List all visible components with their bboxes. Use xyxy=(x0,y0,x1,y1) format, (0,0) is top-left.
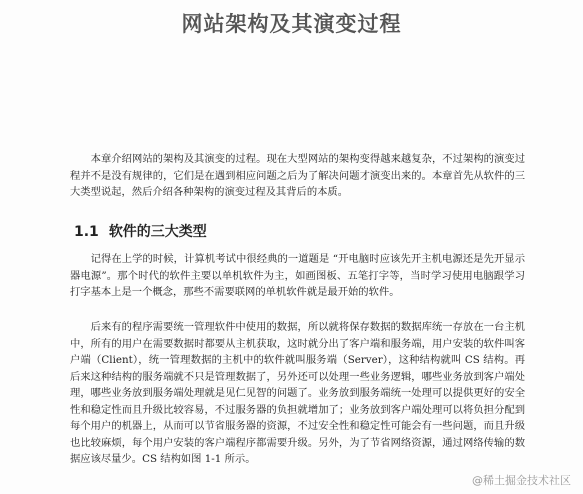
section-number: 1.1 xyxy=(74,224,99,240)
chapter-title: 网站架构及其演变过程 xyxy=(181,12,402,36)
body-paragraph: 后来有的程序需要统一管理软件中使用的数据，所以就将保存数据的数据库统一存放在一台主机中，所有的用户在需要数据时都要从主机获取，这时就分出了客户端和服务端，用户安装的软件叫客户端（Client），统一管理数据的主机中的软件就叫服务端（Server），这种结构就叫 CS 结构。再后来这种结构的服务端就不只是管理数据了，另外还可以处理一些业务逻辑，哪些业务放到客户端处理，哪些业务放到服务端处理就是见仁见智的问题了。业务放到服务端统一处理可以提供更好的安全性和稳定性而且升级比较容易，不过服务器的负担就增加了；业务放到客户端处理可以将负担分配到每个用户的机器上，从而可以节省服务器的资源，不过安全性和稳定性可能会有一些问题，而且升级也比较麻烦，每个用户安装的客户端程序都需要升级。另外，为了节省网络资源，通过网络传输的数据应该尽量少。CS 结构如图 1-1 所示。 xyxy=(70,321,525,465)
chapter-intro: 本章介绍网站的架构及其演变的过程。现在大型网站的架构变得越来越复杂，不过架构的演变过程并不是没有规律的，它们是在遇到相应问题之后为了解决问题才演变出来的。本章首先从软件的三大类型说起，然后介绍各种架构的演变过程及其背后的本质。 xyxy=(70,153,525,198)
section-title: 软件的三大类型 xyxy=(108,224,207,240)
body-paragraph: 记得在上学的时候，计算机考试中很经典的一道题是 “开电脑时应该先开主机电源还是先开显示器电源”。那个时代的软件主要以单机软件为主，如画图板、五笔打字等，当时学习使用电脑跟学习打字基本上是一个概念，那些不需要联网的单机软件就是最开始的软件。 xyxy=(70,253,525,298)
watermark: @稀土掘金技术社区 xyxy=(472,474,571,487)
section-heading xyxy=(74,221,207,241)
